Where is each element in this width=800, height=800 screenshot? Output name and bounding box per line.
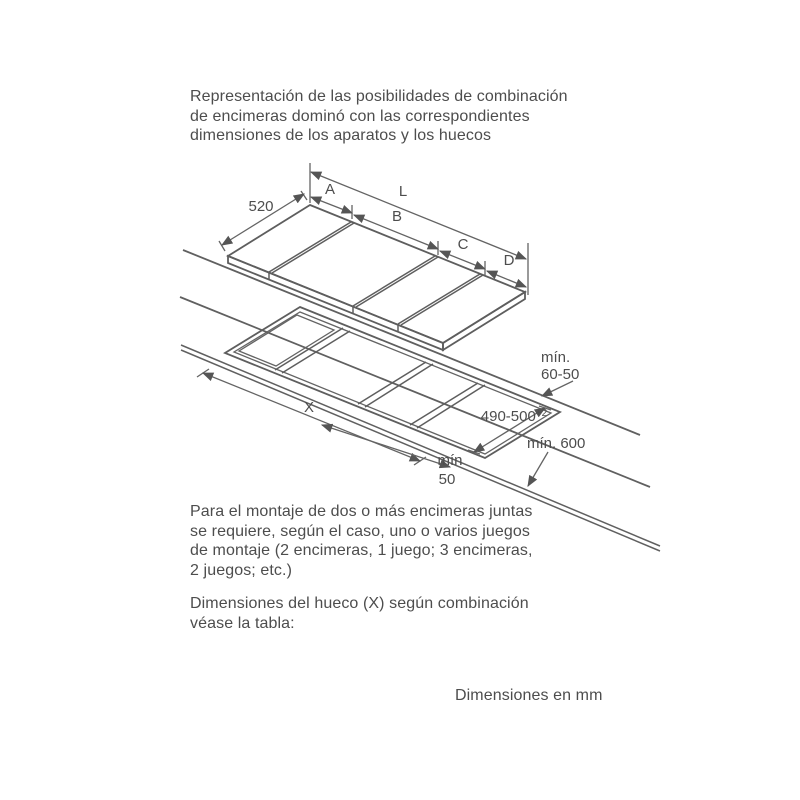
- montaje-line-4: 2 juegos; etc.): [190, 561, 292, 579]
- tick-520-bottom: [219, 241, 225, 251]
- dim-label-X: X: [303, 399, 315, 416]
- dim-label-A: A: [324, 181, 336, 198]
- montaje-line-1: Para el montaje de dos o más encimeras juntas: [190, 503, 533, 520]
- dim-label-60-50: 60-50: [541, 366, 580, 383]
- montaje-line-3: de montaje (2 encimeras, 1 juego; 3 encimeras,: [190, 542, 533, 559]
- hob-joint-3: [398, 274, 483, 331]
- montaje-text: [190, 502, 533, 580]
- dim-label-L: L: [398, 183, 408, 200]
- dim-label-B: B: [391, 208, 403, 225]
- dimension-line-A: [311, 197, 352, 213]
- hueco-text: [190, 594, 529, 633]
- hueco-line-1: Dimensiones del hueco (X) según combinación: [190, 595, 529, 612]
- dim-label-490-500: $490-500^{+2}$: [480, 408, 548, 425]
- dimension-line-L: [311, 172, 526, 259]
- intro-line-1: Representación de las posibilidades de combinación: [190, 88, 568, 105]
- dim-label-min-front: mín: [437, 452, 463, 469]
- montaje-line-2: se requiere, según el caso, uno o varios juegos: [190, 522, 531, 540]
- leader-min-60-50: [542, 381, 573, 396]
- dim-label-520: 520: [248, 198, 274, 215]
- hob-joint-2: [353, 256, 438, 313]
- dim-label-50: 50: [438, 471, 456, 488]
- dimension-labels: [248, 181, 585, 488]
- hueco-line-2: véase la tabla:: [190, 614, 295, 632]
- units-note: Dimensiones en mm: [455, 687, 603, 704]
- dim-label-C: C: [457, 236, 469, 253]
- hob-end-face: [443, 292, 525, 350]
- intro-line-2: de encimeras dominó con las correspondientes: [190, 107, 530, 125]
- dim-label-min-back: mín.: [541, 349, 571, 366]
- intro-line-3: dimensiones de los aparatos y los huecos: [190, 127, 492, 144]
- leader-min-600: [528, 452, 548, 486]
- hob-joint-1: [269, 222, 354, 279]
- dim-label-min-600: mín. 600: [527, 435, 586, 452]
- dim-label-D: D: [503, 252, 515, 269]
